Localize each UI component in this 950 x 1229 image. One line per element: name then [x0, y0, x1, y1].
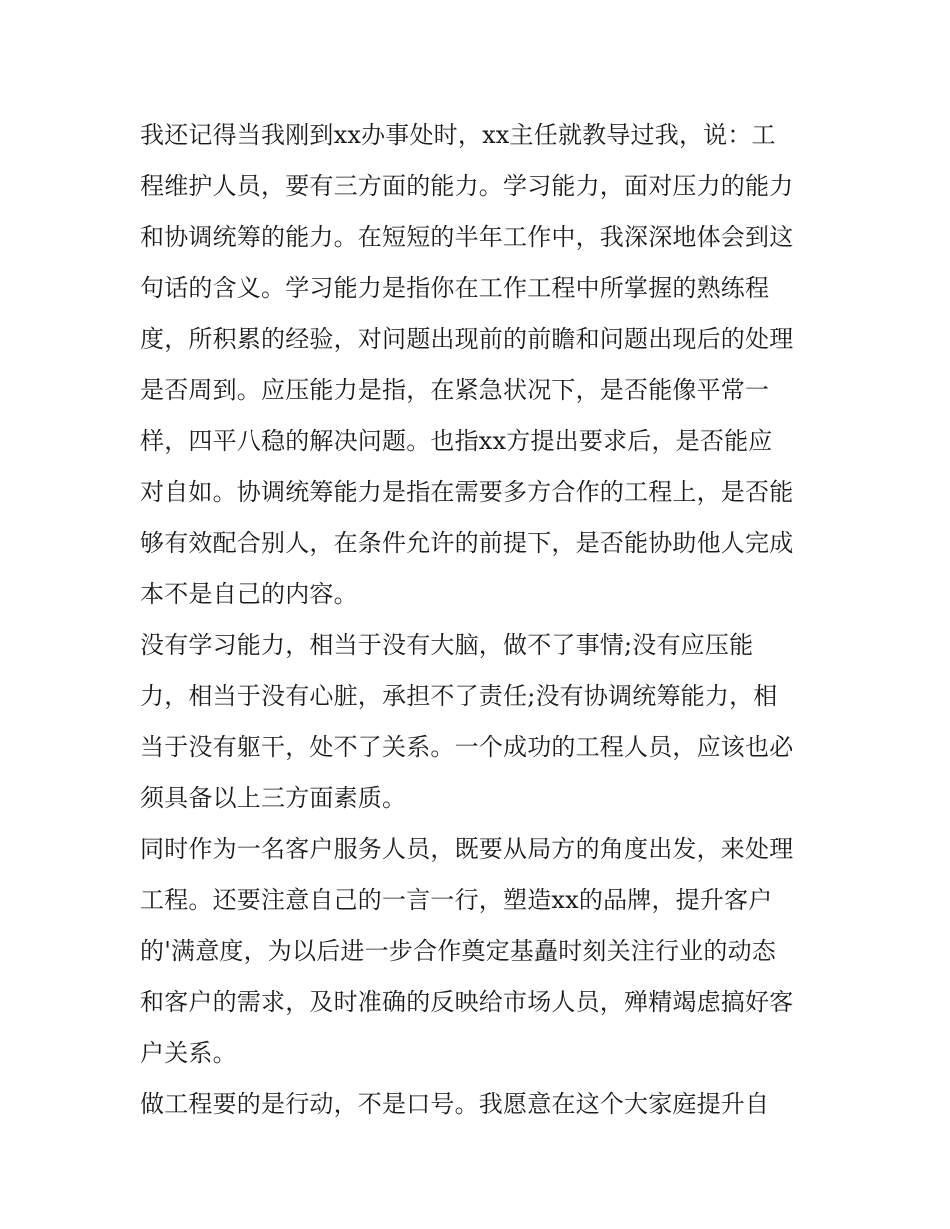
text-line-4: 句话的含义。学习能力是指你在工作工程中所掌握的熟练程 [140, 274, 770, 302]
text-line-3: 和协调统筹的能力。在短短的半年工作中，我深深地体会到这 [140, 223, 794, 251]
body-text [140, 110, 820, 1130]
text-line-14: 须具备以上三方面素质。 [140, 784, 407, 812]
text-line-1: 我还记得当我刚到xx办事处时，xx主任就教导过我，说：工 [140, 121, 776, 149]
text-line-12: 力，相当于没有心脏，承担不了责任;没有协调统筹能力，相 [140, 682, 778, 710]
text-line-15: 同时作为一名客户服务人员，既要从局方的角度出发，来处理 [140, 835, 794, 863]
text-line-6: 是否周到。应压能力是指，在紧急状况下，是否能像平常一 [140, 376, 770, 404]
text-line-10: 本不是自己的内容。 [140, 580, 358, 608]
text-line-13: 当于没有躯干，处不了关系。一个成功的工程人员，应该也必 [140, 733, 794, 761]
text-line-5: 度，所积累的经验，对问题出现前的前瞻和问题出现后的处理 [140, 325, 794, 353]
text-line-7: 样，四平八稳的解决问题。也指xx方提出要求后，是否能应 [140, 427, 773, 455]
text-line-17: 的'满意度，为以后进一步合作奠定基矗时刻关注行业的动态 [140, 937, 776, 965]
text-line-11: 没有学习能力，相当于没有大脑，做不了事情;没有应压能 [140, 631, 754, 659]
text-line-19: 户关系。 [140, 1039, 237, 1067]
text-line-18: 和客户的需求，及时准确的反映给市场人员，殚精竭虑搞好客 [140, 988, 794, 1016]
text-line-2: 程维护人员，要有三方面的能力。学习能力，面对压力的能力 [140, 172, 794, 200]
text-line-8: 对自如。协调统筹能力是指在需要多方合作的工程上，是否能 [140, 478, 794, 506]
text-line-16: 工程。还要注意自己的一言一行，塑造xx的品牌，提升客户 [140, 886, 773, 914]
text-line-9: 够有效配合别人，在条件允许的前提下，是否能协助他人完成 [140, 529, 794, 557]
text-line-20: 做工程要的是行动，不是口号。我愿意在这个大家庭提升自 [140, 1090, 770, 1118]
